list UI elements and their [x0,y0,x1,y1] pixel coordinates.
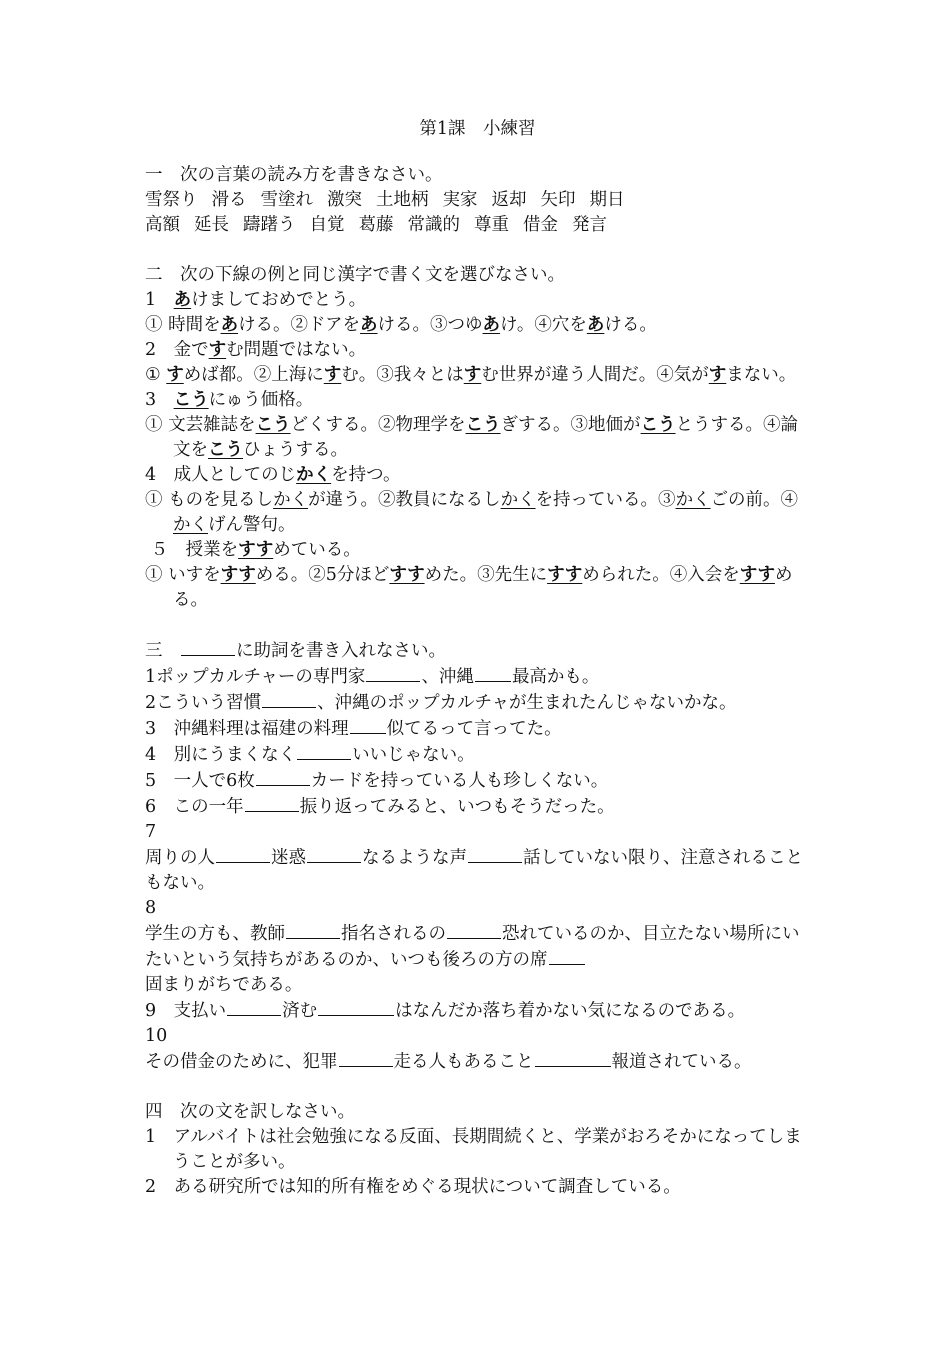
answer-options-2: ① すめば都。②上海にすむ。③我々とはすむ世界が違う人間だ。④気がすまない。 [145,365,797,385]
section-heading: 一 次の言葉の読み方を書きなさい。 [145,165,443,185]
answer-blank[interactable] [307,845,361,863]
answer-blank[interactable] [549,947,585,965]
answer-options-5: ① いすをすすめる。②5分ほどすすめた。③先生にすすめられた。④入会をすすめる。 [145,565,793,610]
word: 躊躇う [243,215,296,235]
section-reading [145,163,810,238]
question-1: 1 あけましておめでとう。 [145,290,367,310]
answer-blank[interactable] [216,845,270,863]
word-row-1 [145,188,810,213]
answer-blank[interactable] [535,1049,611,1067]
translation-sentence-2: 2 ある研究所では知的所有権をめぐる現状について調査している。 [145,1177,681,1197]
question-5: ５ 授業をすすめている。 [150,540,361,560]
word: 矢印 [540,190,576,210]
answer-blank[interactable] [181,638,235,656]
sentence-7: 周りの人 迷惑 なるような声 話していない限り、注意されることもない。 [145,845,810,896]
sentence-2: 2こういう習慣 、沖縄のポップカルチャが生まれたんじゃないかな。 [145,690,810,716]
question-3: 3 こうにゅう価格。 [145,390,314,410]
answer-blank[interactable] [227,998,281,1016]
word: 延長 [194,215,229,235]
answer-options-1: ① 時間をあける。②ドアをあける。③つゆあけ。④穴をあける。 [145,315,657,335]
section-kanji-choice [145,263,810,613]
answer-blank[interactable] [339,1049,393,1067]
word: 借金 [523,215,558,235]
word: 実家 [442,190,478,210]
word: 雪塗れ [260,190,313,210]
answer-blank[interactable] [256,768,310,786]
answer-blank[interactable] [318,998,394,1016]
answer-blank[interactable] [468,845,522,863]
section-translation [145,1100,810,1200]
word: 高額 [145,215,180,235]
answer-blank[interactable] [245,794,299,812]
sentence-3: 3 沖縄料理は福建の料理 似てるって言ってた。 [145,716,810,742]
word: 自覚 [309,215,345,235]
answer-blank[interactable] [350,716,386,734]
word: 雪祭り [145,190,198,210]
sentence-4: 4 別にうまくなく いいじゃない。 [145,742,810,768]
section-heading: 二 次の下線の例と同じ漢字で書く文を選びなさい。 [145,265,565,285]
question-2: 2 金ですむ問題ではない。 [145,340,367,360]
word: 尊重 [474,215,509,235]
word: 滑る [211,190,247,210]
sentence-10: その借金のために、犯罪 走る人もあること 報道されている。 [145,1049,810,1075]
word: 激突 [327,190,362,210]
answer-blank[interactable] [297,742,351,760]
answer-blank[interactable] [286,921,340,939]
sentence-5: 5 一人で6枚 カードを持っている人も珍しくない。 [145,768,810,794]
section-particles [145,638,810,1075]
sentence-8: 学生の方も、教師 指名されるの 恐れているのか、目立たない場所にいたいという気持ちがあるのか、いつも後ろの方の席 [145,921,810,973]
sentence-7-number: 7 [145,822,157,842]
word: 発言 [572,215,607,235]
word: 常識的 [407,215,460,235]
answer-options-3: ① 文芸雑誌をこうどくする。②物理学をこうぎする。③地価がこうとうする。④論文をこうひょうする。 [145,415,799,460]
worksheet-page [145,117,810,1225]
translation-sentence-1: 1 アルバイトは社会勉強になる反面、長期間続くと、学業がおろそかになってしまうことが多い。 [145,1127,802,1172]
page-title: 第1課 小練習 [419,119,536,139]
question-4: 4 成人としてのじかくを持つ。 [145,465,401,485]
answer-blank[interactable] [366,664,420,682]
sentence-8-number: 8 [145,898,157,918]
answer-blank[interactable] [447,921,501,939]
word: 期日 [589,190,625,210]
section-heading: 三 に助詞を書き入れなさい。 [145,638,810,664]
sentence-8-end: 固まりがちである。 [145,975,303,995]
word: 土地柄 [376,190,429,210]
sentence-9: 9 支払い 済む はなんだか落ち着かない気になるのである。 [145,998,810,1024]
sentence-10-number: 10 [145,1026,168,1046]
answer-blank[interactable] [262,690,316,708]
word: 葛藤 [358,215,394,235]
word-row-2 [145,213,810,238]
word: 返却 [491,190,527,210]
sentence-1: 1ポップカルチャーの専門家 、沖縄 最高かも。 [145,664,810,690]
section-heading: 四 次の文を訳しなさい。 [145,1102,355,1122]
sentence-6: 6 この一年 振り返ってみると、いつもそうだった。 [145,794,810,820]
answer-options-4: ① ものを見るしかくが違う。②教員になるしかくを持っている。③かくごの前。④かくげん警句。 [145,490,799,535]
answer-blank[interactable] [475,664,511,682]
